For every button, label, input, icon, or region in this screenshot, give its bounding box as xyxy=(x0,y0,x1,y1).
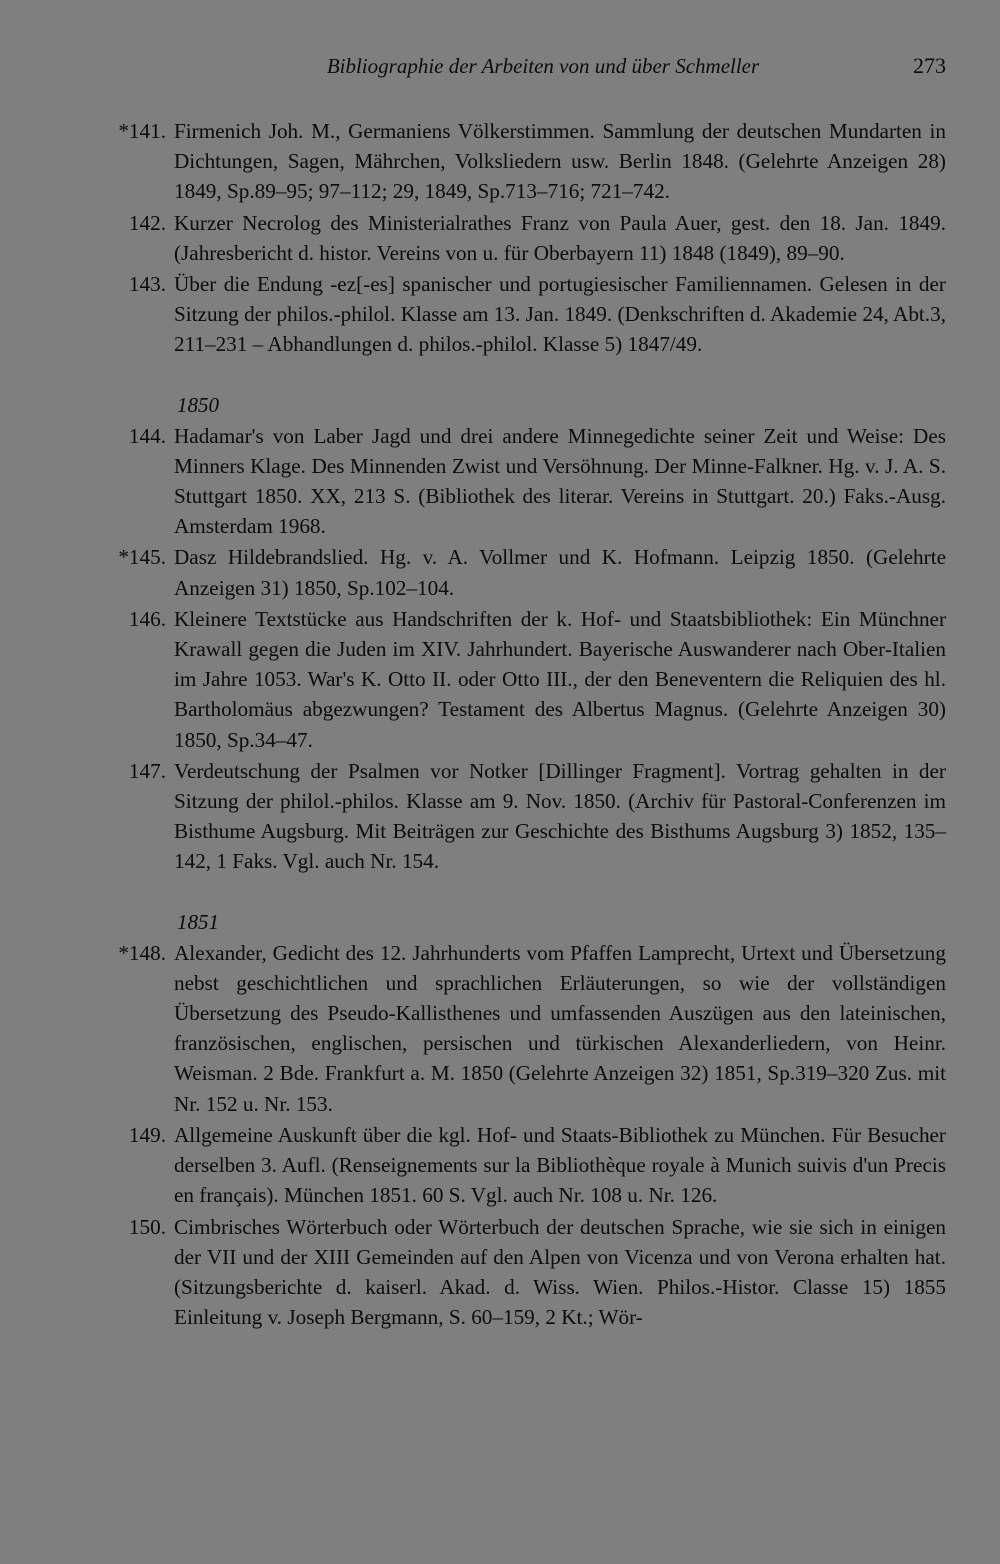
bibliography-entry-150 xyxy=(100,1212,946,1333)
bibliography-entry-143 xyxy=(100,269,946,360)
entry-text: Cimbrisches Wörterbuch oder Wörterbuch der deutschen Sprache, wie sie sich in einigen der VII und der XIII Gemeinden auf den Alpen von Vicenza und von Verona erhalten hat. (Sitzungsberichte d. kaiserl. Akad. d. Wiss. Wien. Philos.-Histor. Classe 15) 1855 Einleitung v. Joseph Bergmann, S. 60–159, 2 Kt.; Wör- xyxy=(174,1214,946,1330)
year-heading-1850: 1850 xyxy=(177,392,219,417)
bibliography-entry-141 xyxy=(100,116,946,207)
bibliography-entry-147 xyxy=(100,756,946,877)
entry-number: *145. xyxy=(118,545,166,570)
entry-number: 149. xyxy=(128,1122,166,1147)
bibliography-entry-142 xyxy=(100,208,946,268)
bibliography-entry-148 xyxy=(100,938,946,1119)
entry-text: Kleinere Textstücke aus Handschriften der k. Hof- und Staatsbibliothek: Ein Münchner Krawall gegen die Juden im XIV. Jahrhundert. Bayerische Auswanderer nach Ober-Italien im Jahre 1053. War's K. Otto II. oder Otto III., der den Beneventern die Reliquien des hl. Bartholomäus abgezwungen? Testament des Albertus Magnus. (Gelehrte Anzeigen 30) 1850, Sp.34–47. xyxy=(174,606,946,752)
entry-number: 144. xyxy=(128,423,166,448)
entry-number: 143. xyxy=(128,272,166,297)
entry-text: Über die Endung -ez[-es] spanischer und portugiesischer Familiennamen. Gelesen in der Sitzung der philos.-philol. Klasse am 13. Jan. 1849. (Denkschriften d. Akademie 24, Abt.3, 211–231 – Abhandlungen d. philos.-philol. Klasse 5) 1847/49. xyxy=(174,272,946,357)
bibliography-entry-144 xyxy=(100,421,946,542)
bibliography-entry-145 xyxy=(100,542,946,602)
entry-text: Alexander, Gedicht des 12. Jahrhunderts vom Pfaffen Lamprecht, Urtext und Übersetzung nebst geschichtlichen und sprachlichen Erläuterungen, so wie der vollständigen Übersetzung des Pseudo-Kallisthenes und umfassenden Auszügen aus den lateinischen, französischen, englischen, persischen und türkischen Alexanderliedern, von Heinr. Weisman. 2 Bde. Frankfurt a. M. 1850 (Gelehrte Anzeigen 32) 1851, Sp.319–320 Zus. mit Nr. 152 u. Nr. 153. xyxy=(174,940,946,1116)
entry-number: 146. xyxy=(128,606,166,631)
year-heading-1851: 1851 xyxy=(177,909,219,934)
bibliography-entry-146 xyxy=(100,604,946,755)
running-title: Bibliographie der Arbeiten von und über Schmeller xyxy=(326,54,760,78)
entry-number: 142. xyxy=(128,210,166,235)
bibliography-list xyxy=(100,116,946,1333)
page-number: 273 xyxy=(913,53,946,78)
entry-number: 147. xyxy=(128,758,166,783)
entry-text: Dasz Hildebrandslied. Hg. v. A. Vollmer und K. Hofmann. Leipzig 1850. (Gelehrte Anzeigen 31) 1850, Sp.102–104. xyxy=(174,545,946,600)
entry-number: *141. xyxy=(118,119,166,143)
page-header xyxy=(174,50,946,84)
entry-number: 150. xyxy=(128,1214,166,1239)
entry-number: *148. xyxy=(118,940,166,965)
entry-text: Kurzer Necrolog des Ministerialrathes Franz von Paula Auer, gest. den 18. Jan. 1849. (Jahresbericht d. histor. Vereins von u. für Oberbayern 11) 1848 (1849), 89–90. xyxy=(174,210,946,265)
entry-text: Firmenich Joh. M., Germaniens Völkerstimmen. Sammlung der deutschen Mundarten in Dichtungen, Sagen, Mährchen, Volksliedern usw. Berlin 1848. (Gelehrte Anzeigen 28) 1849, Sp.89–95; 97–112; 29, 1849, Sp.713–716; 721–742. xyxy=(174,119,946,204)
entry-text: Allgemeine Auskunft über die kgl. Hof- und Staats-Bibliothek zu München. Für Besucher derselben 3. Aufl. (Renseignements sur la Bibliothèque royale à Munich suivis d'un Precis en français). München 1851. 60 S. Vgl. auch Nr. 108 u. Nr. 126. xyxy=(174,1122,946,1208)
bibliography-entry-149 xyxy=(100,1120,946,1211)
entry-text: Hadamar's von Laber Jagd und drei andere Minnegedichte seiner Zeit und Weise: Des Minners Klage. Des Minnenden Zwist und Versöhnung. Der Minne-Falkner. Hg. v. J. A. S. Stuttgart 1850. XX, 213 S. (Bibliothek des literar. Vereins in Stuttgart. 20.) Faks.-Ausg. Amsterdam 1968. xyxy=(174,423,946,539)
entry-text: Verdeutschung der Psalmen vor Notker [Dillinger Fragment]. Vortrag gehalten in der Sitzung der philol.-philos. Klasse am 9. Nov. 1850. (Archiv für Pastoral-Conferenzen im Bisthume Augsburg. Mit Beiträgen zur Geschichte des Bisthums Augsburg 3) 1852, 135–142, 1 Faks. Vgl. auch Nr. 154. xyxy=(174,758,946,874)
